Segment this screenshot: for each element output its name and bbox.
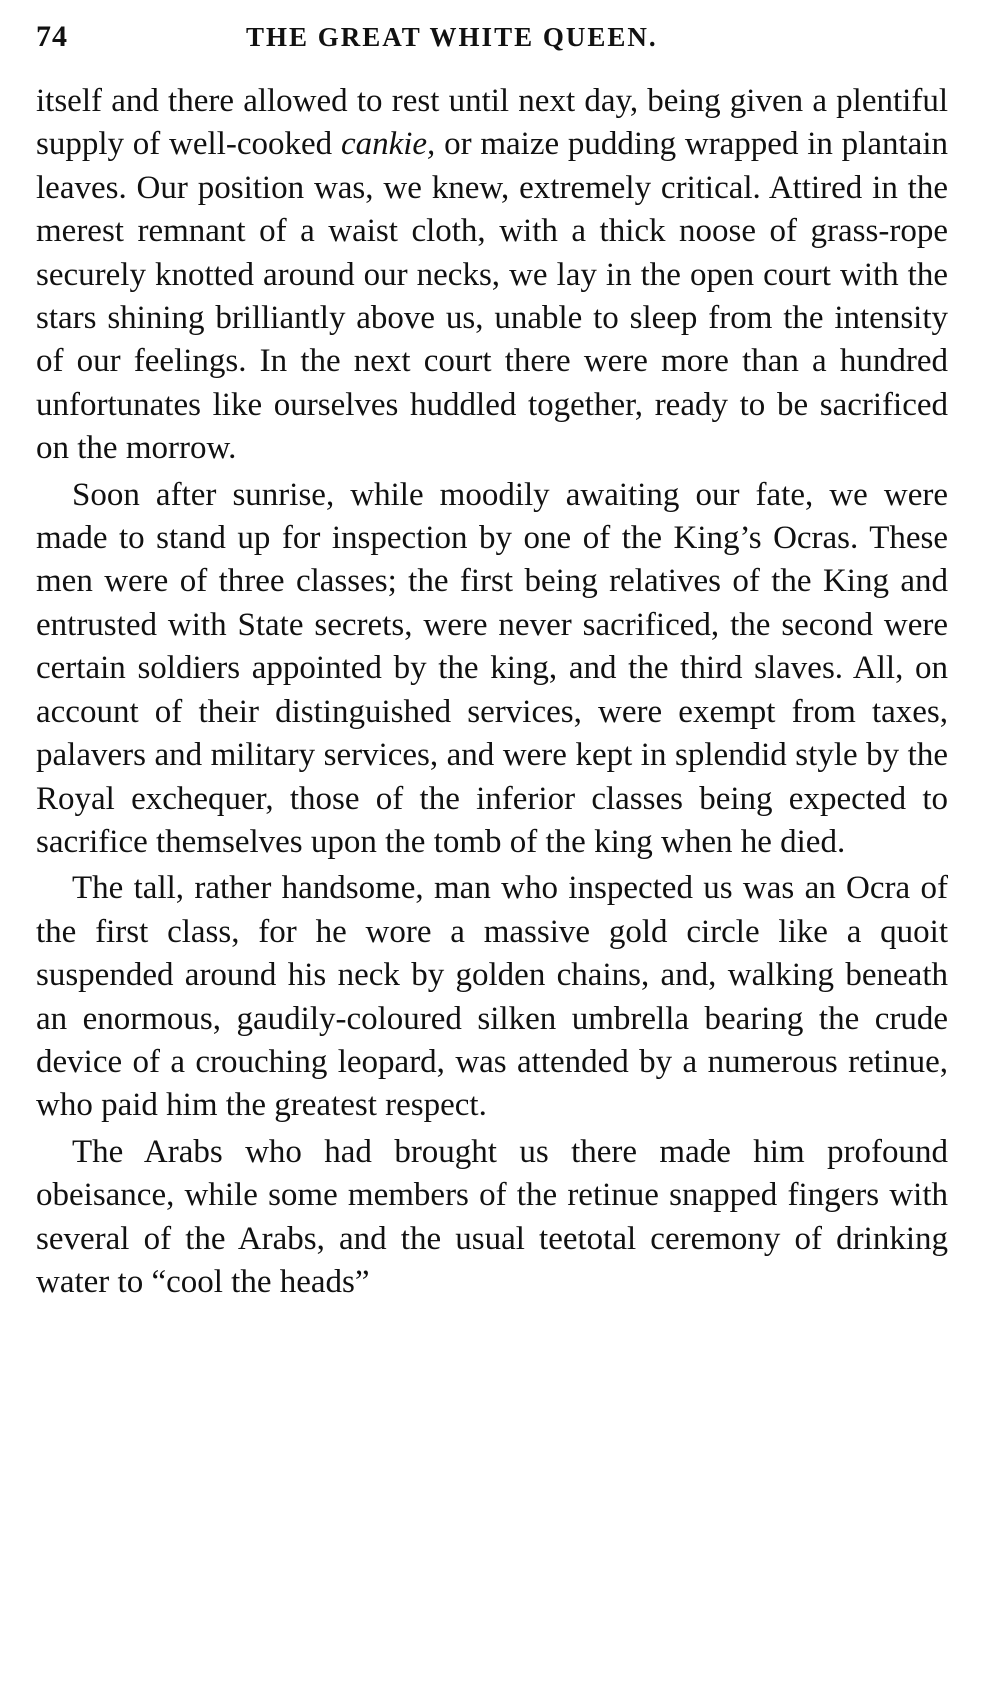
paragraph-text-before-italic: itself and there allowed to rest until next day, being given a plentiful supply of well-cooked: [36, 83, 948, 163]
running-title: THE GREAT WHITE QUEEN.: [246, 22, 658, 52]
page-number: 74: [36, 20, 68, 53]
paragraph-continuation: [36, 80, 948, 471]
running-head: [36, 14, 936, 64]
paragraph-text-after-italic: or maize pudding wrapped in plantain leaves. Our position was, we knew, extremely critical. Attired in the merest remnant of a waist cloth, with a thick noose of grass-rope securely knotted around our necks, we lay in the open court with the stars shining brilliantly above us, unable to sleep from the intensity of our feelings. In the next court there were more than a hundred unfortunates like ourselves huddled together, ready to be sacrificed on the morrow.: [36, 126, 948, 467]
paragraph: The tall, rather handsome, man who inspected us was an Ocra of the first class, for he wore a massive gold circle like a quoit suspended around his neck by golden chains, and, walking beneath an enormous, gaudily-coloured silken umbrella bearing the crude device of a crouching leopard, was attended by a numerous retinue, who paid him the greatest respect.: [36, 870, 948, 1124]
italic-term: cankie,: [340, 126, 436, 163]
paragraph: Soon after sunrise, while moodily awaiting our fate, we were made to stand up for inspection by one of the King’s Ocras. These men were of three classes; the first being relatives of the King and entrusted with State secrets, were never sacrificed, the second were certain soldiers appointed by the king, and the third slaves. All, on account of their distinguished services, were exempt from taxes, palavers and military services, and were kept in splendid style by the Royal exchequer, those of the inferior classes being expected to sacrifice themselves upon the tomb of the king when he died.: [36, 476, 948, 860]
paragraph: The Arabs who had brought us there made him profound obeisance, while some members of the retinue snapped fingers with several of the Arabs, and the usual teetotal ceremony of drinking water to “cool the heads”: [36, 1133, 948, 1300]
body-text: [36, 80, 948, 1304]
